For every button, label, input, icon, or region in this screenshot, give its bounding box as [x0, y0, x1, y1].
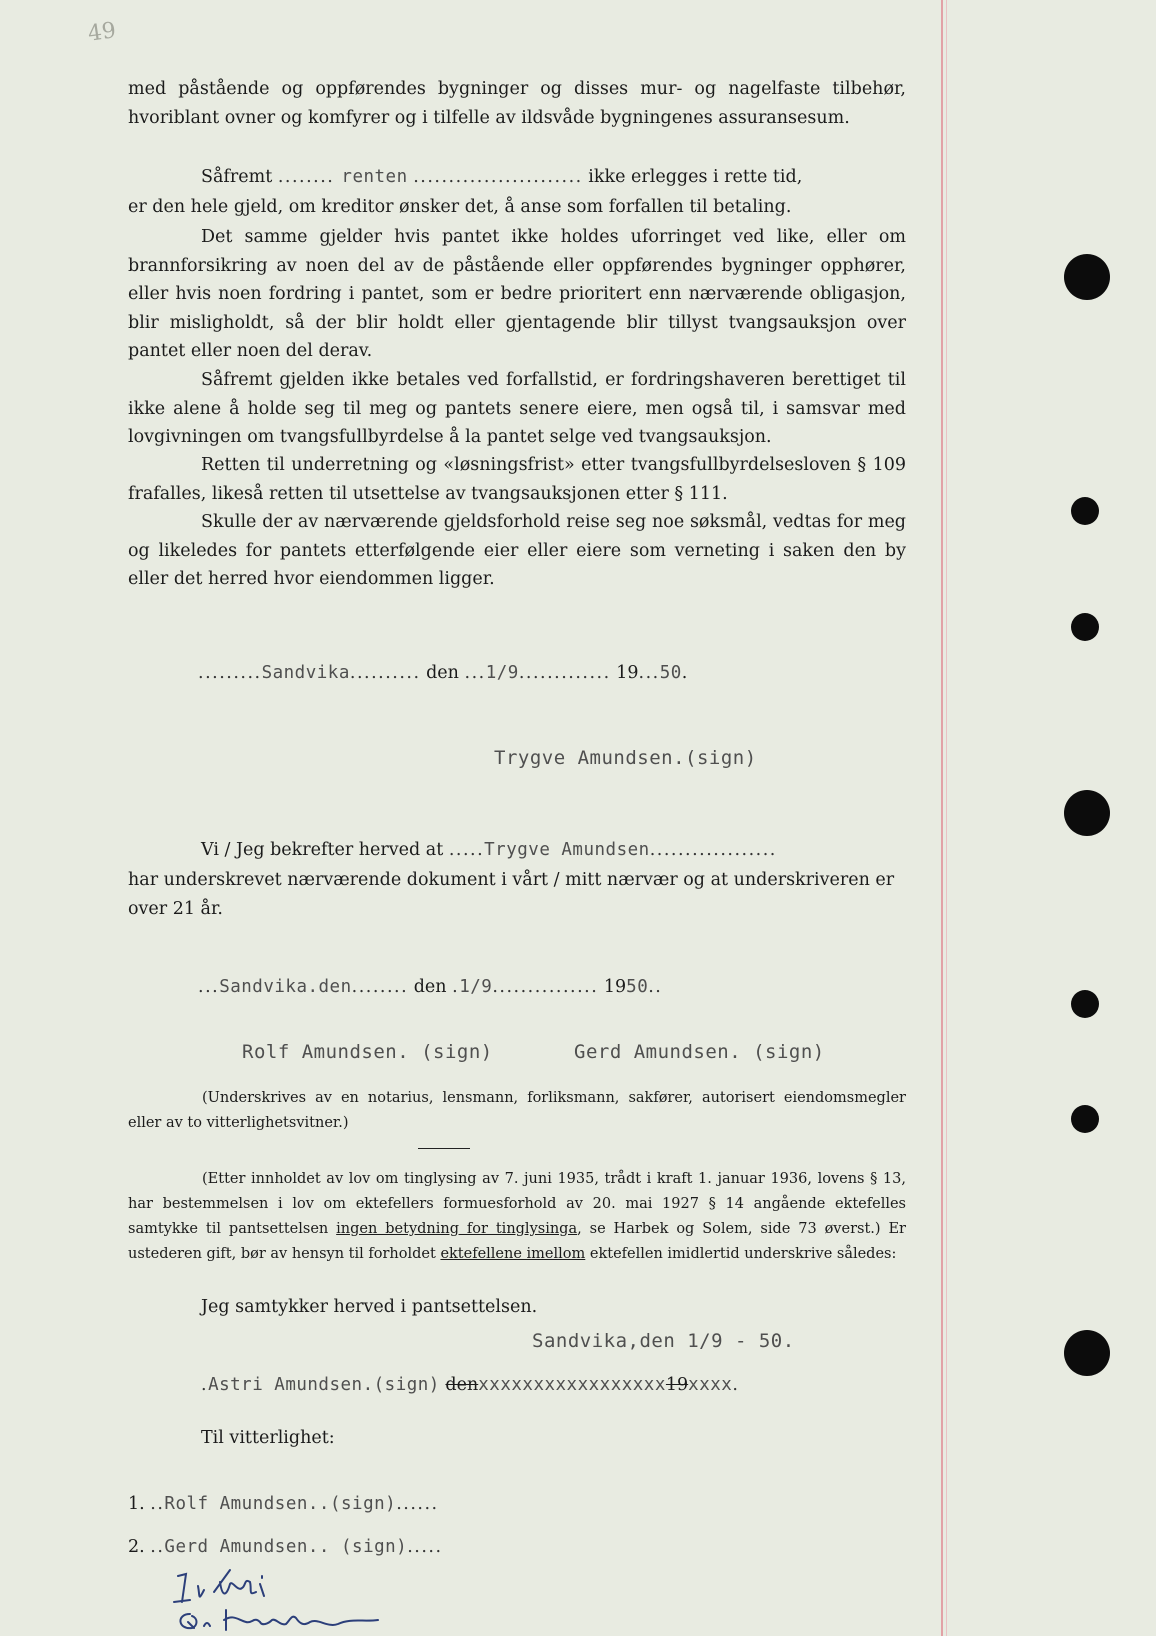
witness-prefix: Vi / Jeg bekrefter herved at	[201, 840, 444, 860]
separator-line	[418, 1148, 470, 1149]
note-marriage-b: , se Harbek og Solem, side 73 øverst.) Er ustederen gift, bør av hensyn til forholdet	[128, 1221, 906, 1262]
punch-hole-icon	[1071, 497, 1099, 525]
consent-year-prefix: 19	[665, 1375, 689, 1395]
punch-hole-icon	[1071, 1105, 1099, 1133]
punch-hole-icon	[1071, 613, 1099, 641]
interest-clause-filled: renten	[341, 167, 408, 187]
witness-line-3: over 21 år.	[128, 899, 223, 919]
note-marriage-underline-1: ingen betydning for tinglysinga	[336, 1221, 578, 1237]
interest-clause-suffix: ikke erlegges i rette tid,	[588, 167, 803, 187]
dot-leader: ..........	[349, 663, 421, 683]
punch-hole-icon	[1064, 1330, 1110, 1376]
paragraph-pledge-condition: Det samme gjelder hvis pantet ikke holdes uforringet ved like, eller om brannforsikring av noen del av de påstående eller oppførendes bygninger opphører, eller hvis noen fordring i pantet, som er bedre prioritert enn nærværende obligasjon, blir misligholdt, så der blir holdt eller gjentagende blir tillyst tvangsauksjon over pantet eller noen del derav.	[128, 227, 906, 361]
dot-leader: ...	[638, 663, 660, 683]
paragraph-notification: Retten til underretning og «løsningsfrist» etter tvangsfullbyrdelsesloven § 109 frafalles, likeså retten til utsettelse av tvangsauksjonen etter § 111.	[128, 455, 906, 504]
dot-leader: .	[732, 1375, 740, 1395]
dot-leader: ..	[648, 977, 663, 997]
witness-name: Trygve Amundsen	[484, 840, 650, 860]
witness-heading: Til vitterlighet:	[201, 1428, 335, 1448]
dot-leader: ...	[464, 663, 486, 683]
dot-leader: .	[201, 1375, 209, 1395]
date-1-place: Sandvika	[261, 663, 350, 683]
interest-clause-line	[201, 167, 802, 187]
date-1-den: den	[426, 663, 459, 683]
punch-hole-icon	[1064, 790, 1110, 836]
consent-xs: xxxxxxxxxxxxxxxxx	[478, 1375, 666, 1395]
dot-leader: ..	[150, 1494, 165, 1514]
consent-xs-2: xxxx	[688, 1375, 733, 1395]
note-marriage-underline-2: ektefellene imellom	[440, 1246, 586, 1262]
witness-line-2: har underskrevet nærværende dokument i vårt / mitt nærvær og at underskriveren er	[128, 870, 895, 890]
signature-1: Trygve Amundsen.(sign)	[494, 747, 757, 769]
witness-entry-1-number: 1.	[128, 1494, 145, 1514]
witness-line-1	[201, 840, 777, 860]
date-line-1	[198, 663, 687, 683]
note-marriage-consent	[128, 1167, 906, 1267]
witness-entry-1	[128, 1494, 439, 1514]
date-1-year-prefix: 19	[616, 663, 639, 683]
dot-leader: ........	[277, 167, 342, 187]
consent-den: den	[445, 1375, 479, 1395]
date-1-period: .	[681, 663, 688, 683]
punch-hole-icon	[1064, 254, 1110, 300]
note-notary: (Underskrives av en notarius, lensmann, forliksmann, sakfører, autorisert eiendomsmegler eller av to vitterlighetsvitner.)	[128, 1090, 906, 1131]
paragraph-buildings: med påstående og oppførendes bygninger og disses mur- og nagelfaste tilbehør, hvoriblant ovner og komfyrer og i tilfelle av ildsvåde bygningenes assuransesum.	[128, 79, 906, 128]
dot-leader: ..................	[649, 840, 777, 860]
witness-entry-1-name: Rolf Amundsen..(sign)	[164, 1494, 397, 1514]
dot-leader: ...............	[492, 977, 599, 997]
paragraph-due-payment: Såfremt gjelden ikke betales ved forfallstid, er fordringshaveren berettiget til ikke alene å holde seg til meg og pantets senere eiere, men også til, i samsvar med lovgivningen om tvangsfullbyrdelse å la pantet selge ved tvangsauksjon.	[128, 370, 906, 447]
paragraph-venue: Skulle der av nærværende gjeldsforhold reise seg noe søksmål, vedtas for meg og likeledes for pantets etterfølgende eier eller eiere som verneting i saken den by eller det herred hvor eiendommen ligger.	[128, 512, 906, 589]
date-1-day: 1/9	[485, 663, 519, 683]
interest-clause-rest: er den hele gjeld, om kreditor ønsker det, å anse som forfallen til betaling.	[128, 197, 792, 217]
dot-leader: ......	[396, 1494, 439, 1514]
note-marriage-a: (Etter innholdet av lov om tinglysing av 7. juni 1935, trådt i kraft 1. januar 1936, lovens § 13, har bestemmelsen i lov om ektefellers formuesforhold av 20. mai 1927 § 14 angående ektefelles samtykke til pantsettelsen	[128, 1171, 906, 1237]
dot-leader: ........	[351, 977, 409, 997]
date-1-year: 50	[659, 663, 682, 683]
dot-leader: .............	[518, 663, 611, 683]
date-2-place: Sandvika.den	[219, 977, 352, 997]
dot-leader: ........................	[413, 167, 583, 187]
consent-statement: Jeg samtykker herved i pantsettelsen.	[201, 1297, 538, 1317]
consent-signature: Astri Amundsen.(sign)	[208, 1375, 440, 1395]
punch-hole-icon	[1071, 990, 1099, 1018]
witness-signature-1: Rolf Amundsen. (sign)	[242, 1041, 493, 1063]
witness-entry-2-number: 2.	[128, 1537, 145, 1557]
date-2-day: 1/9	[459, 977, 493, 997]
date-2-den: den	[413, 977, 447, 997]
dot-leader: .........	[198, 663, 262, 683]
interest-clause-prefix: Såfremt	[201, 167, 273, 187]
red-margin-line-secondary	[946, 0, 947, 1636]
date-line-2	[198, 977, 662, 997]
page-corner-mark: 49	[86, 18, 118, 47]
date-2-year-prefix: 19	[603, 977, 627, 997]
note-marriage-c: ektefellen imidlertid underskrive således:	[585, 1246, 897, 1262]
dot-leader: .....	[407, 1537, 443, 1557]
witness-entry-2	[128, 1537, 443, 1557]
dot-leader: ...	[198, 977, 220, 997]
dot-leader: ..	[150, 1537, 165, 1557]
consent-signature-line	[201, 1375, 739, 1395]
dot-leader: .	[452, 977, 460, 997]
witness-entry-2-name: Gerd Amundsen.. (sign)	[164, 1537, 408, 1557]
handwritten-signature	[168, 1562, 438, 1636]
witness-signature-2: Gerd Amundsen. (sign)	[574, 1041, 825, 1063]
red-margin-line	[941, 0, 943, 1636]
dot-leader: .....	[448, 840, 485, 860]
consent-date: Sandvika,den 1/9 - 50.	[532, 1330, 795, 1352]
date-2-year: 50	[626, 977, 649, 997]
